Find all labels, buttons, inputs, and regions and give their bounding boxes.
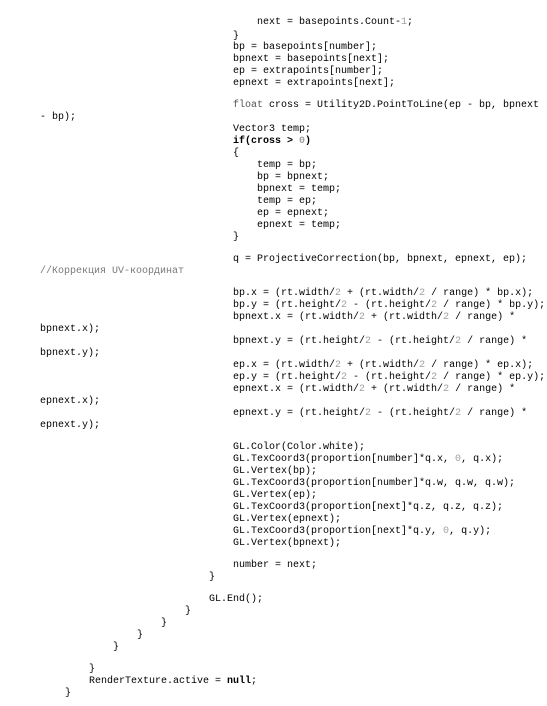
code-line: bp.x = (rt.width/2 + (rt.width/2 / range) * bp.x); (233, 288, 534, 299)
code-line: GL.TexCoord3(proportion[next]*q.y, 0, q.y); (233, 526, 492, 537)
code-line: epnext = temp; (257, 220, 342, 231)
code-line: next = basepoints.Count-1; (257, 17, 414, 28)
code-line: temp = bp; (257, 160, 318, 171)
code-line: ep = epnext; (257, 208, 330, 219)
code-line: - bp); (40, 112, 77, 123)
code-line: if(cross > 0) (233, 136, 312, 147)
code-line: epnext.y); (40, 420, 101, 431)
code-line: GL.Color(Color.white); (233, 442, 366, 453)
code-line: epnext.y = (rt.height/2 - (rt.height/2 / range) * (233, 408, 528, 419)
code-line: bpnext.y = (rt.height/2 - (rt.height/2 / range) * (233, 336, 528, 347)
code-line: bpnext = basepoints[next]; (233, 54, 390, 65)
code-line: number = next; (233, 560, 318, 571)
code-line: GL.Vertex(epnext); (233, 514, 342, 525)
code-line: GL.TexCoord3(proportion[next]*q.z, q.z, q.z); (233, 502, 504, 513)
code-line: ep.x = (rt.width/2 + (rt.width/2 / range) * ep.x); (233, 360, 534, 371)
code-line: } (89, 664, 96, 675)
code-line: } (233, 232, 240, 243)
code-line: GL.Vertex(bpnext); (233, 538, 342, 549)
code-line: } (137, 630, 144, 641)
code-line: bpnext.x); (40, 324, 101, 335)
code-line: GL.Vertex(bp); (233, 466, 318, 477)
code-line: bp.y = (rt.height/2 - (rt.height/2 / range) * bp.y); (233, 300, 546, 311)
code-line: } (233, 31, 240, 42)
code-line: bp = basepoints[number]; (233, 42, 378, 53)
code-line: temp = ep; (257, 196, 318, 207)
code-line: } (185, 606, 192, 617)
code-line: bp = bpnext; (257, 172, 330, 183)
code-line: GL.Vertex(ep); (233, 490, 318, 501)
code-line: } (65, 688, 72, 699)
code-comment: //Коррекция UV-координат (40, 266, 185, 277)
code-line: bpnext.y); (40, 348, 101, 359)
code-line: ep = extrapoints[number]; (233, 66, 384, 77)
code-line: epnext.x = (rt.width/2 + (rt.width/2 / range) * (233, 384, 516, 395)
code-line: epnext = extrapoints[next]; (233, 78, 396, 89)
code-line: GL.TexCoord3(proportion[number]*q.x, 0, q.x); (233, 454, 504, 465)
code-line: epnext.x); (40, 396, 101, 407)
code-line: GL.End(); (209, 594, 264, 605)
code-line: } (161, 618, 168, 629)
code-line: { (233, 148, 240, 159)
code-line: } (209, 572, 216, 583)
code-line: RenderTexture.active = null; (89, 676, 258, 687)
code-line: ep.y = (rt.height/2 - (rt.height/2 / range) * ep.y); (233, 372, 546, 383)
code-line: float cross = Utility2D.PointToLine(ep - bp, bpnext (233, 100, 540, 111)
code-line: GL.TexCoord3(proportion[number]*q.w, q.w, q.w); (233, 478, 516, 489)
code-line: Vector3 temp; (233, 124, 312, 135)
code-line: bpnext = temp; (257, 184, 342, 195)
code-line: q = ProjectiveCorrection(bp, bpnext, epnext, ep); (233, 254, 528, 265)
code-line: } (113, 642, 120, 653)
code-line: bpnext.x = (rt.width/2 + (rt.width/2 / range) * (233, 312, 516, 323)
